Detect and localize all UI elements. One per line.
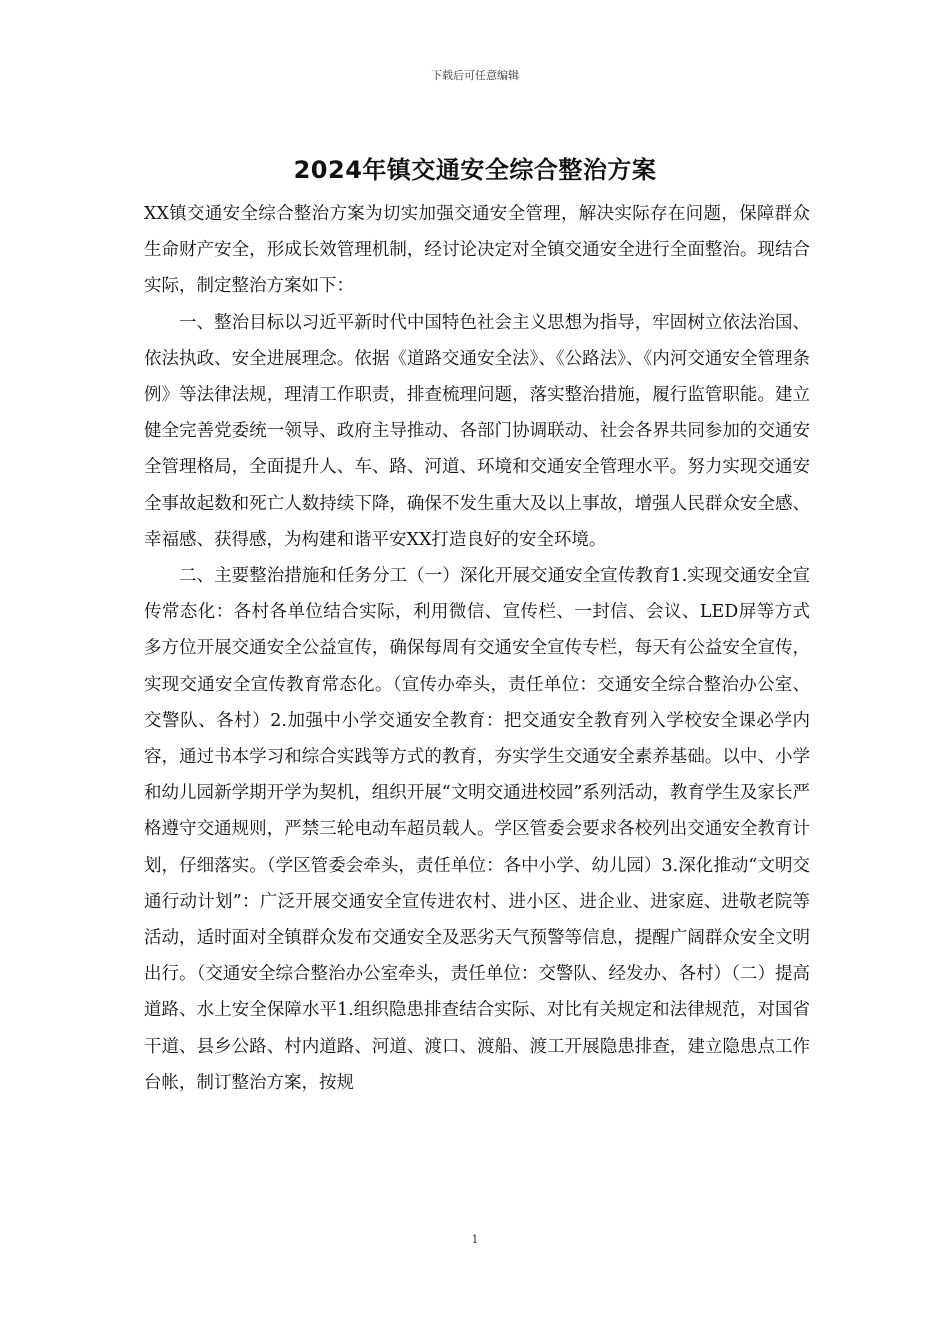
document-title: 2024年镇交通安全综合整治方案 <box>293 156 657 184</box>
goals-paragraph: 一、整治目标以习近平新时代中国特色社会主义思想为指导，牢固树立依法治国、依法执政、安全进展理念。依据《道路交通安全法》、《公路法》、《内河交通安全管理条例》等法律法规，理清工作职责，排查梳理问题，落实整治措施，履行监管职能。建立健全完善党委统一领导、政府主导推动、各部门协调联动、社会各界共同参加的交通安全管理格局，全面提升人、车、路、河道、环境和交通安全管理水平。努力实现交通安全事故起数和死亡人数持续下降，确保不发生重大及以上事故，增强人民群众安全感、幸福感、获得感，为构建和谐平安XX打造良好的安全环境。 <box>144 312 810 550</box>
header-note: 下载后可任意编辑 <box>431 69 519 82</box>
page-number: 1 <box>471 1233 479 1246</box>
measures-paragraph: 二、主要整治措施和任务分工（一）深化开展交通安全宣传教育1.实现交通安全宣传常态化：各村各单位结合实际，利用微信、宣传栏、一封信、会议、LED屏等方式多方位开展交通安全公益宣传，确保每周有交通安全宣传专栏，每天有公益安全宣传，实现交通安全宣传教育常态化。（宣传办牵头，责任单位：交通安全综合整治办公室、交警队、各村）2.加强中小学交通安全教育：把交通安全教育列入学校安全课必学内容，通过书本学习和综合实践等方式的教育，夯实学生交通安全素养基础。以中、小学和幼儿园新学期开学为契机，组织开展“文明交通进校园”系列活动，教育学生及家长严格遵守交通规则，严禁三轮电动车超员载人。学区管委会要求各校列出交通安全教育计划，仔细落实。（学区管委会牵头，责任单位：各中小学、幼儿园）3.深化推动“文明交通行动计划”：广泛开展交通安全宣传进农村、进小区、进企业、进家庭、进敬老院等活动，适时面对全镇群众发布交通安全及恶劣天气预警等信息，提醒广阔群众安全文明出行。（交通安全综合整治办公室牵头，责任单位：交警队、经发办、各村）（二）提高道路、水上安全保障水平1.组织隐患排查结合实际、对比有关规定和法律规范，对国省干道、县乡公路、村内道路、河道、渡口、渡船、渡工开展隐患排查，建立隐患点工作台帐，制订整治方案，按规 <box>144 566 810 1093</box>
document-body <box>144 196 810 1101</box>
intro-paragraph: XX镇交通安全综合整治方案为切实加强交通安全管理，解决实际存在问题，保障群众生命财产安全，形成长效管理机制，经讨论决定对全镇交通安全进行全面整治。现结合实际，制定整治方案如下： <box>144 204 810 297</box>
